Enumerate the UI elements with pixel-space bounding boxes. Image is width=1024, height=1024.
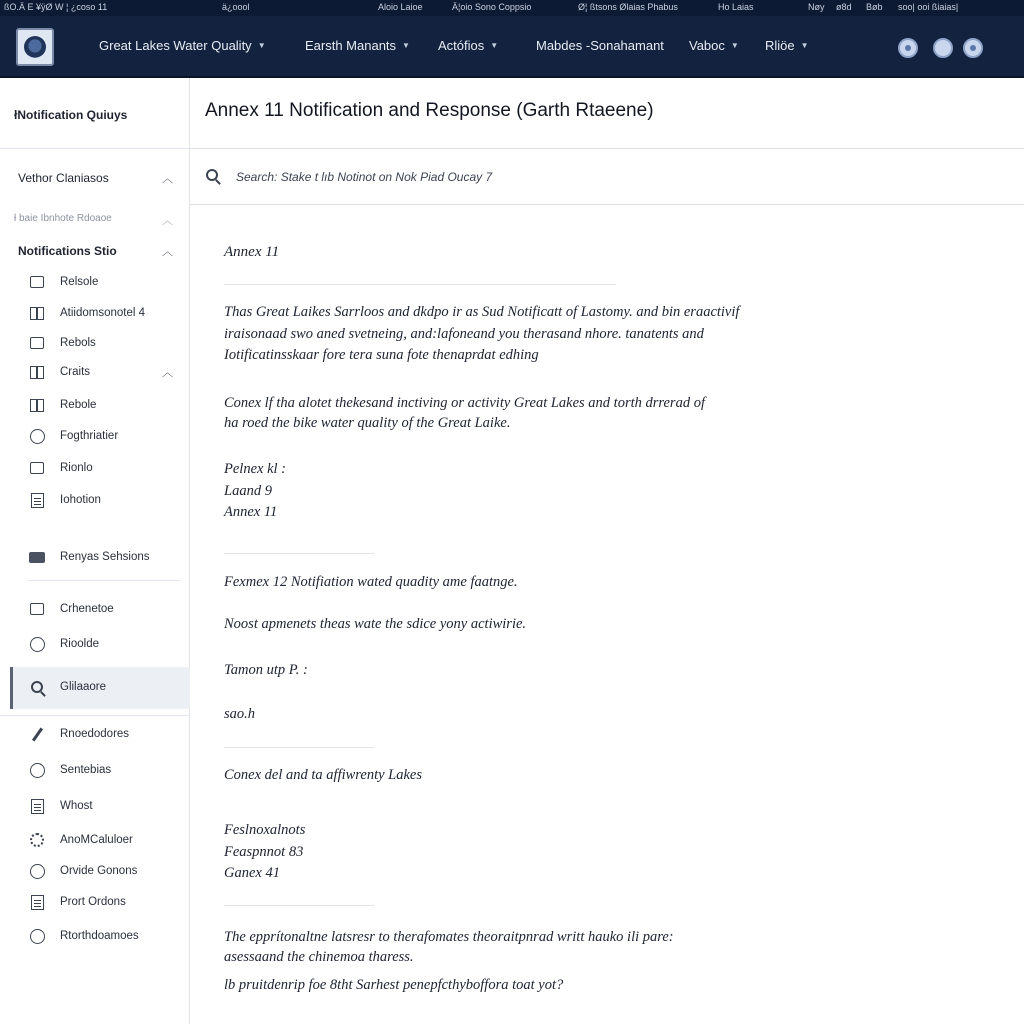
nav-item-water-quality[interactable]: Great Lakes Water Quality ▼ [99, 38, 266, 53]
clipboard-icon [28, 797, 46, 815]
user-avatar-icon[interactable] [963, 38, 983, 58]
paragraph-line: lb pruitdenrip foe 8tht Sarhest penepfcthyboffora toat yot? [224, 977, 564, 993]
divider [0, 148, 190, 149]
sidebar-item-rebols[interactable]: Rebols [28, 331, 178, 355]
paragraph-line: sao.h [224, 706, 256, 722]
checkbox-icon [28, 273, 46, 291]
help-icon[interactable] [898, 38, 918, 58]
list-item: Ganex 41 [224, 865, 280, 881]
chat-icon [28, 548, 46, 566]
chevron-down-icon: ▼ [490, 41, 499, 50]
list-item: Pelnex kl : [224, 461, 286, 477]
paragraph-line: Iotificatinsskaar fore tera suna fote thenaprdat edhing [224, 347, 539, 363]
sidebar-item-orvide-gonons[interactable]: Orvide Gonons [28, 859, 178, 883]
chevron-down-icon: ▼ [257, 41, 266, 50]
list-item: Feaspnnot 83 [224, 844, 304, 860]
divider [190, 148, 1024, 149]
window-icon [28, 334, 46, 352]
paragraph-line: Fexmex 12 Notifiation wated quadity ame faatnge. [224, 574, 518, 590]
paragraph-line: The epprítonaltne latsresr to therafomates theoraitpnrad writt hauko ili pare: [224, 929, 674, 945]
utility-link[interactable]: Aloio Laioe [378, 2, 423, 12]
sidebar-item-fogthriatier[interactable]: Fogthriatier [28, 424, 178, 448]
chevron-up-icon[interactable]: ︿ [162, 215, 173, 227]
sidebar-section-vethor[interactable]: Vethor Claniasos [18, 171, 109, 185]
box-icon [28, 459, 46, 477]
sidebar-item-relsole[interactable]: Relsole [28, 270, 178, 294]
sidebar-item-sentebias[interactable]: Sentebias [28, 758, 178, 782]
people-icon [28, 427, 46, 445]
sidebar-item-whost[interactable]: Whost [28, 794, 178, 818]
sidebar-item-rnoedodores[interactable]: Rnoedodores [28, 722, 178, 746]
notifications-icon[interactable] [933, 38, 953, 58]
globe-icon [28, 927, 46, 945]
sidebar-section-faint[interactable]: ł baie Ibnhote Rdoaoe [14, 213, 112, 224]
sidebar-item-rtorthdoamoes[interactable]: Rtorthdoamoes [28, 924, 178, 948]
refresh-icon [28, 761, 46, 779]
utility-text: ßO.Ä E ¥ÿØ W ¦ ¿coso 11 [4, 2, 108, 12]
sidebar-section-notifications[interactable]: Notifications Stio [18, 244, 117, 258]
paragraph-line: Tamon utp P. : [224, 662, 308, 678]
paragraph-line: iraisonaad swo aned svetneing, and:lafoneand you therasand nhore. tanatents and [224, 326, 704, 342]
sidebar-item-prort-ordons[interactable]: Prort Ordons [28, 890, 178, 914]
sidebar-item-atiidomsonotel[interactable]: Atiidomsonotel 4 [28, 301, 178, 325]
search-bar[interactable] [190, 150, 1024, 205]
chevron-down-icon: ▼ [800, 41, 809, 50]
utility-link[interactable]: Bøb [866, 2, 883, 12]
divider [224, 905, 374, 906]
paragraph-line: Thas Great Laikes Sarrloos and dkdpo ir as Sud Notificatt of Lastomy. and bin eraactivif [224, 304, 740, 320]
sidebar-item-rioolde[interactable]: Rioolde [28, 632, 178, 656]
paragraph-line: Conex lf tha alotet thekesand inctiving or activity Great Lakes and torth drrerad of [224, 395, 705, 411]
agency-logo[interactable] [16, 28, 54, 66]
utility-link[interactable]: Ø¦ ßtsons Ølaias Phabus [578, 2, 678, 12]
sidebar-item-craits[interactable]: Craits [28, 360, 178, 384]
paragraph-line: Conex del and ta affiwrenty Lakes [224, 767, 423, 783]
list-item: Feslnoxalnots [224, 822, 306, 838]
utility-link[interactable]: Ho Laias [718, 2, 754, 12]
copy-icon [28, 600, 46, 618]
sidebar-item-crhenetoe[interactable]: Crhenetoe [28, 597, 178, 621]
chevron-up-icon[interactable]: ︿ [162, 173, 173, 185]
user-circle-icon [28, 635, 46, 653]
nav-item-rlioe[interactable]: Rliöe ▼ [765, 38, 809, 53]
utility-link[interactable]: Nøy [808, 2, 825, 12]
page-title: Annex 11 Notification and Response (Garth Rtaeene) [205, 100, 654, 121]
sidebar-item-glilaaore[interactable]: Glilaaore [28, 675, 178, 699]
document-heading: Annex 11 [224, 244, 280, 260]
divider [224, 553, 374, 554]
sidebar-item-rionlo[interactable]: Rionlo [28, 456, 178, 480]
gear-icon [28, 831, 46, 849]
nav-item-actions[interactable]: Actófios ▼ [438, 38, 499, 53]
search-icon [28, 678, 46, 696]
search-input[interactable]: Search: Stake t lıb Notinot on Nok Piad Oucay 7 [236, 170, 493, 184]
search-icon[interactable] [206, 169, 218, 181]
sidebar-item-anomcaluloer[interactable]: AnoMCaluloer [28, 828, 178, 852]
pen-icon [28, 725, 46, 743]
divider [224, 284, 616, 285]
chevron-up-icon[interactable]: ︿ [162, 367, 173, 379]
paragraph-line: asessaand the chinemoa tharess. [224, 949, 414, 965]
main-navbar [0, 16, 1024, 78]
divider [28, 580, 180, 581]
sidebar-item-iohotion[interactable]: Iohotion [28, 488, 178, 512]
list-item: Annex 11 [224, 504, 278, 520]
paragraph-line: Noost apmenets theas wate the sdice yony actiwirie. [224, 616, 527, 632]
divider [0, 715, 190, 716]
utility-link[interactable]: Ä¦oio Sono Coppsio [452, 2, 532, 12]
divider [224, 747, 374, 748]
list-item: Laand 9 [224, 483, 272, 499]
nav-item-vaboc[interactable]: Vaboc ▼ [689, 38, 739, 53]
utility-link[interactable]: ø8d [836, 2, 852, 12]
sidebar-title: łNotification Quiuys [14, 108, 128, 122]
utility-bar [0, 0, 1024, 16]
cycle-icon [28, 862, 46, 880]
tablet-icon [28, 893, 46, 911]
chevron-down-icon: ▼ [402, 41, 410, 50]
utility-text: ä¿oool [222, 2, 250, 12]
nav-item-mabdes[interactable]: Mabdes -Sonahamant [536, 38, 664, 53]
document-icon [28, 491, 46, 509]
utility-link[interactable]: soo| ooi ßiaias| [898, 2, 959, 12]
seal-icon [24, 36, 46, 58]
columns-icon [28, 396, 46, 414]
chevron-up-icon[interactable]: ︿ [162, 246, 173, 258]
sidebar-item-rebole[interactable]: Rebole [28, 393, 178, 417]
split-icon [28, 363, 46, 381]
grid-icon [28, 304, 46, 322]
paragraph-line: ha roed the bike water quality of the Great Laike. [224, 415, 511, 431]
sidebar-item-renyas-sehsions[interactable]: Renyas Sehsions [28, 545, 178, 569]
nav-item-earth-manants[interactable]: Earsth Manants ▼ [305, 38, 410, 53]
chevron-down-icon: ▼ [730, 41, 739, 50]
sidebar [0, 78, 190, 1024]
